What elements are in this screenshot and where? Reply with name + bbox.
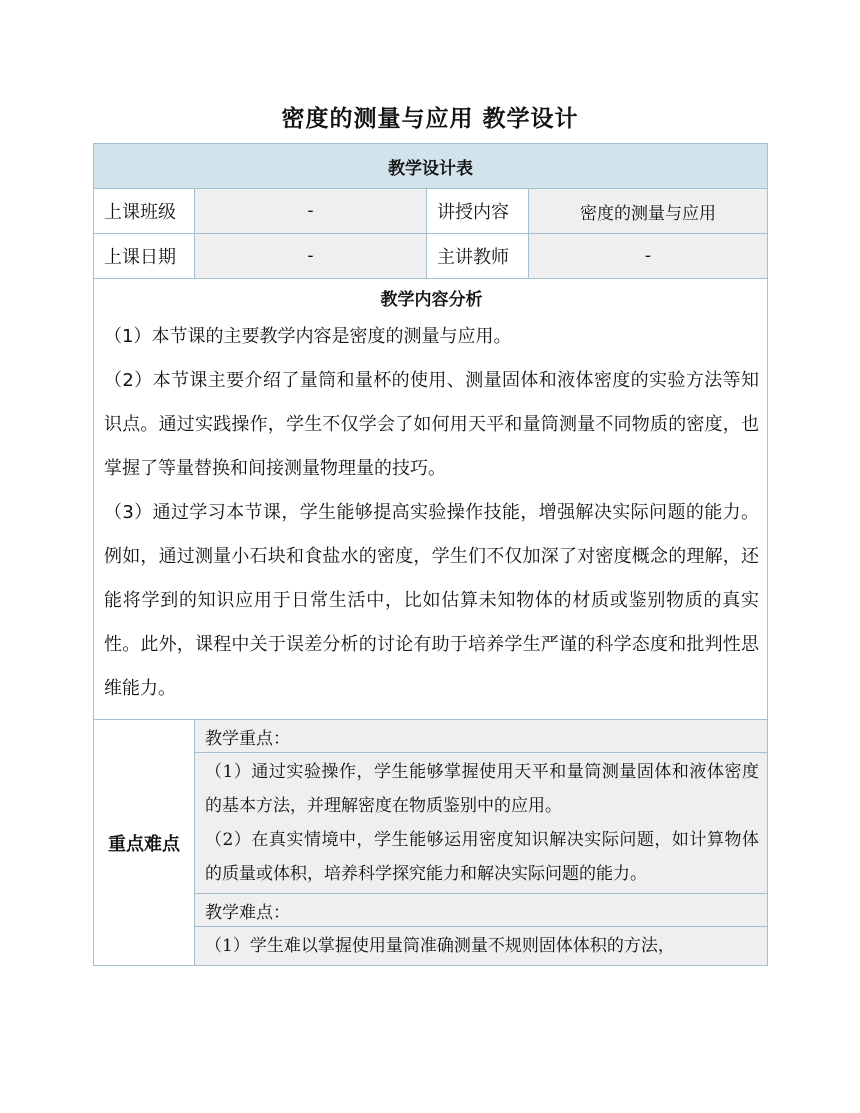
- difficulty-heading: 教学难点：: [195, 894, 768, 927]
- focus-items: [195, 753, 768, 894]
- date-label: 上课日期: [94, 234, 195, 279]
- focus-heading: 教学重点：: [195, 720, 768, 753]
- analysis-paragraph: （1）本节课的主要教学内容是密度的测量与应用。: [104, 326, 512, 347]
- content-analysis-section: [94, 279, 768, 720]
- content-value: 密度的测量与应用: [529, 189, 768, 234]
- class-value: -: [195, 189, 427, 234]
- focus-item: （2）在真实情境中，学生能够运用密度知识解决实际问题，如计算物体的质量或体积，培养科学探究能力和解决实际问题的能力。: [205, 830, 759, 884]
- lesson-design-table: [93, 143, 768, 966]
- difficulty-items: [195, 927, 768, 966]
- analysis-heading: 教学内容分析: [380, 290, 483, 310]
- class-label: 上课班级: [94, 189, 195, 234]
- teacher-value: -: [529, 234, 768, 279]
- teacher-label: 主讲教师: [427, 234, 529, 279]
- analysis-paragraph: （2）本节课主要介绍了量筒和量杯的使用、测量固体和液体密度的实验方法等知识点。通过实践操作，学生不仅学会了如何用天平和量筒测量不同物质的密度，也掌握了等量替换和间接测量物理量的技巧。: [104, 370, 759, 479]
- focus-item: （1）通过实验操作，学生能够掌握使用天平和量筒测量固体和液体密度的基本方法，并理解密度在物质鉴别中的应用。: [205, 762, 759, 816]
- difficulty-item: （1）学生难以掌握使用量筒准确测量不规则固体体积的方法，: [205, 936, 675, 956]
- document-title: 密度的测量与应用 教学设计: [281, 106, 579, 132]
- date-value: -: [195, 234, 427, 279]
- analysis-paragraph: （3）通过学习本节课，学生能够提高实验操作技能，增强解决实际问题的能力。例如，通过测量小石块和食盐水的密度，学生们不仅加深了对密度概念的理解，还能将学到的知识应用于日常生活中，比如估算未知物体的材质或鉴别物质的真实性。此外，课程中关于误差分析的讨论有助于培养学生严谨的科学态度和批判性思维能力。: [104, 502, 759, 699]
- key-points-label: 重点难点: [94, 720, 195, 966]
- content-label: 讲授内容: [427, 189, 529, 234]
- table-header: 教学设计表: [94, 144, 768, 189]
